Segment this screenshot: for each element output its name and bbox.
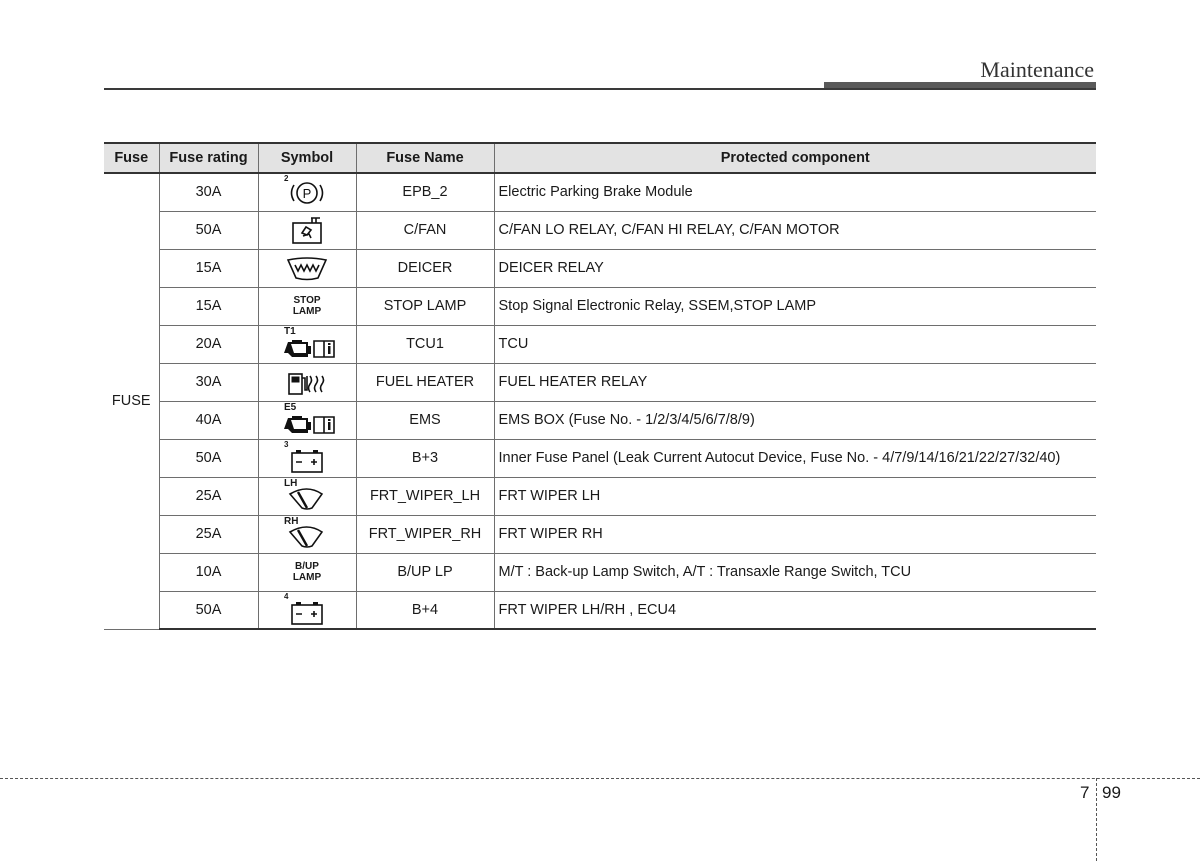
table-row [104,325,1096,363]
symbol-cell [258,439,356,477]
table-row [104,211,1096,249]
symbol-tag: 3 [284,440,289,449]
symbol-cell [258,363,356,401]
footer-vertical-divider [1096,778,1097,861]
wiper-icon [276,480,338,512]
backup-lamp-text-icon [293,561,321,583]
table-body [104,173,1096,629]
svg-text:P: P [302,186,312,202]
table-row [104,591,1096,629]
table-row [104,477,1096,515]
col-header-fuse-rating: Fuse rating [159,143,258,173]
table-row [104,287,1096,325]
fuse-rating-cell: 50A [159,211,258,249]
chapter-number: 7 [1080,783,1090,802]
table-row [104,173,1096,211]
table-row [104,401,1096,439]
fuse-rating-cell: 30A [159,363,258,401]
fuse-name-cell: C/FAN [356,211,494,249]
protected-component-cell: EMS BOX (Fuse No. - 1/2/3/4/5/6/7/8/9) [494,401,1096,439]
fuse-name-cell: STOP LAMP [356,287,494,325]
table-row [104,553,1096,591]
symbol-cell [258,591,356,629]
fuse-table [104,142,1096,630]
table-row [104,249,1096,287]
symbol-text-line: B/UP [295,560,319,572]
col-header-protected-component: Protected component [494,143,1096,173]
fuse-rating-cell: 10A [159,553,258,591]
fuse-name-cell: B+4 [356,591,494,629]
symbol-tag: LH [284,478,298,489]
fuse-rating-cell: 30A [159,173,258,211]
symbol-tag: RH [284,516,299,527]
header-rule [104,88,1096,90]
fuse-rating-cell: 20A [159,325,258,363]
fuse-rating-cell: 40A [159,401,258,439]
stop-lamp-text-icon [293,295,321,317]
symbol-tag: 4 [284,591,289,601]
symbol-tag: 2 [284,174,289,184]
fuse-rating-cell: 15A [159,287,258,325]
protected-component-cell: C/FAN LO RELAY, C/FAN HI RELAY, C/FAN MOTOR [494,211,1096,249]
fuse-rating-cell: 50A [159,591,258,629]
protected-component-cell: Inner Fuse Panel (Leak Current Autocut Device, Fuse No. - 4/7/9/14/16/21/22/27/32/40) [494,439,1096,477]
fuse-rating-cell: 50A [159,439,258,477]
page-number: 99 [1102,783,1121,802]
protected-component-cell: DEICER RELAY [494,249,1096,287]
protected-component-cell: M/T : Back-up Lamp Switch, A/T : Transaxle Range Switch, TCU [494,553,1096,591]
table-row [104,363,1096,401]
symbol-cell [258,249,356,287]
protected-component-cell: FRT WIPER LH [494,477,1096,515]
symbol-cell [258,287,356,325]
fuse-name-cell: TCU1 [356,325,494,363]
footer-divider [0,778,1200,779]
fuel-heater-icon [276,366,338,398]
symbol-cell [258,515,356,553]
battery-icon [276,591,338,626]
fuse-rating-cell: 25A [159,477,258,515]
fuse-name-cell: B/UP LP [356,553,494,591]
table-row [104,439,1096,477]
col-header-fuse: Fuse [104,143,159,173]
symbol-text-line: LAMP [292,571,322,583]
deicer-icon [276,252,338,284]
fuse-rating-cell: 25A [159,515,258,553]
fuse-name-cell: EPB_2 [356,173,494,211]
col-header-fuse-name: Fuse Name [356,143,494,173]
table-header-row [104,143,1096,173]
fuse-group-label: FUSE [104,173,159,629]
symbol-text-line: LAMP [292,305,322,317]
col-header-symbol: Symbol [258,143,356,173]
cooling-fan-icon [276,214,338,246]
table-row [104,515,1096,553]
fuse-name-cell: FRT_WIPER_LH [356,477,494,515]
fuse-name-cell: FUEL HEATER [356,363,494,401]
page-header-title: Maintenance [980,57,1094,82]
symbol-cell [258,173,356,211]
symbol-cell [258,211,356,249]
symbol-cell [258,401,356,439]
protected-component-cell: Stop Signal Electronic Relay, SSEM,STOP LAMP [494,287,1096,325]
fuse-rating-cell: 15A [159,249,258,287]
engine-info-icon [276,404,338,436]
parking-brake-icon [276,176,338,208]
symbol-cell [258,325,356,363]
fuse-name-cell: FRT_WIPER_RH [356,515,494,553]
protected-component-cell: FRT WIPER RH [494,515,1096,553]
protected-component-cell: FUEL HEATER RELAY [494,363,1096,401]
protected-component-cell: TCU [494,325,1096,363]
fuse-name-cell: DEICER [356,249,494,287]
engine-info-icon [276,328,338,360]
symbol-cell [258,553,356,591]
symbol-text-line: STOP [293,294,321,306]
symbol-tag: E5 [284,402,297,413]
symbol-cell [258,477,356,515]
protected-component-cell: Electric Parking Brake Module [494,173,1096,211]
fuse-name-cell: EMS [356,401,494,439]
protected-component-cell: FRT WIPER LH/RH , ECU4 [494,591,1096,629]
fuse-name-cell: B+3 [356,439,494,477]
battery-icon [276,442,338,474]
wiper-icon [276,518,338,550]
symbol-tag: T1 [284,326,296,337]
